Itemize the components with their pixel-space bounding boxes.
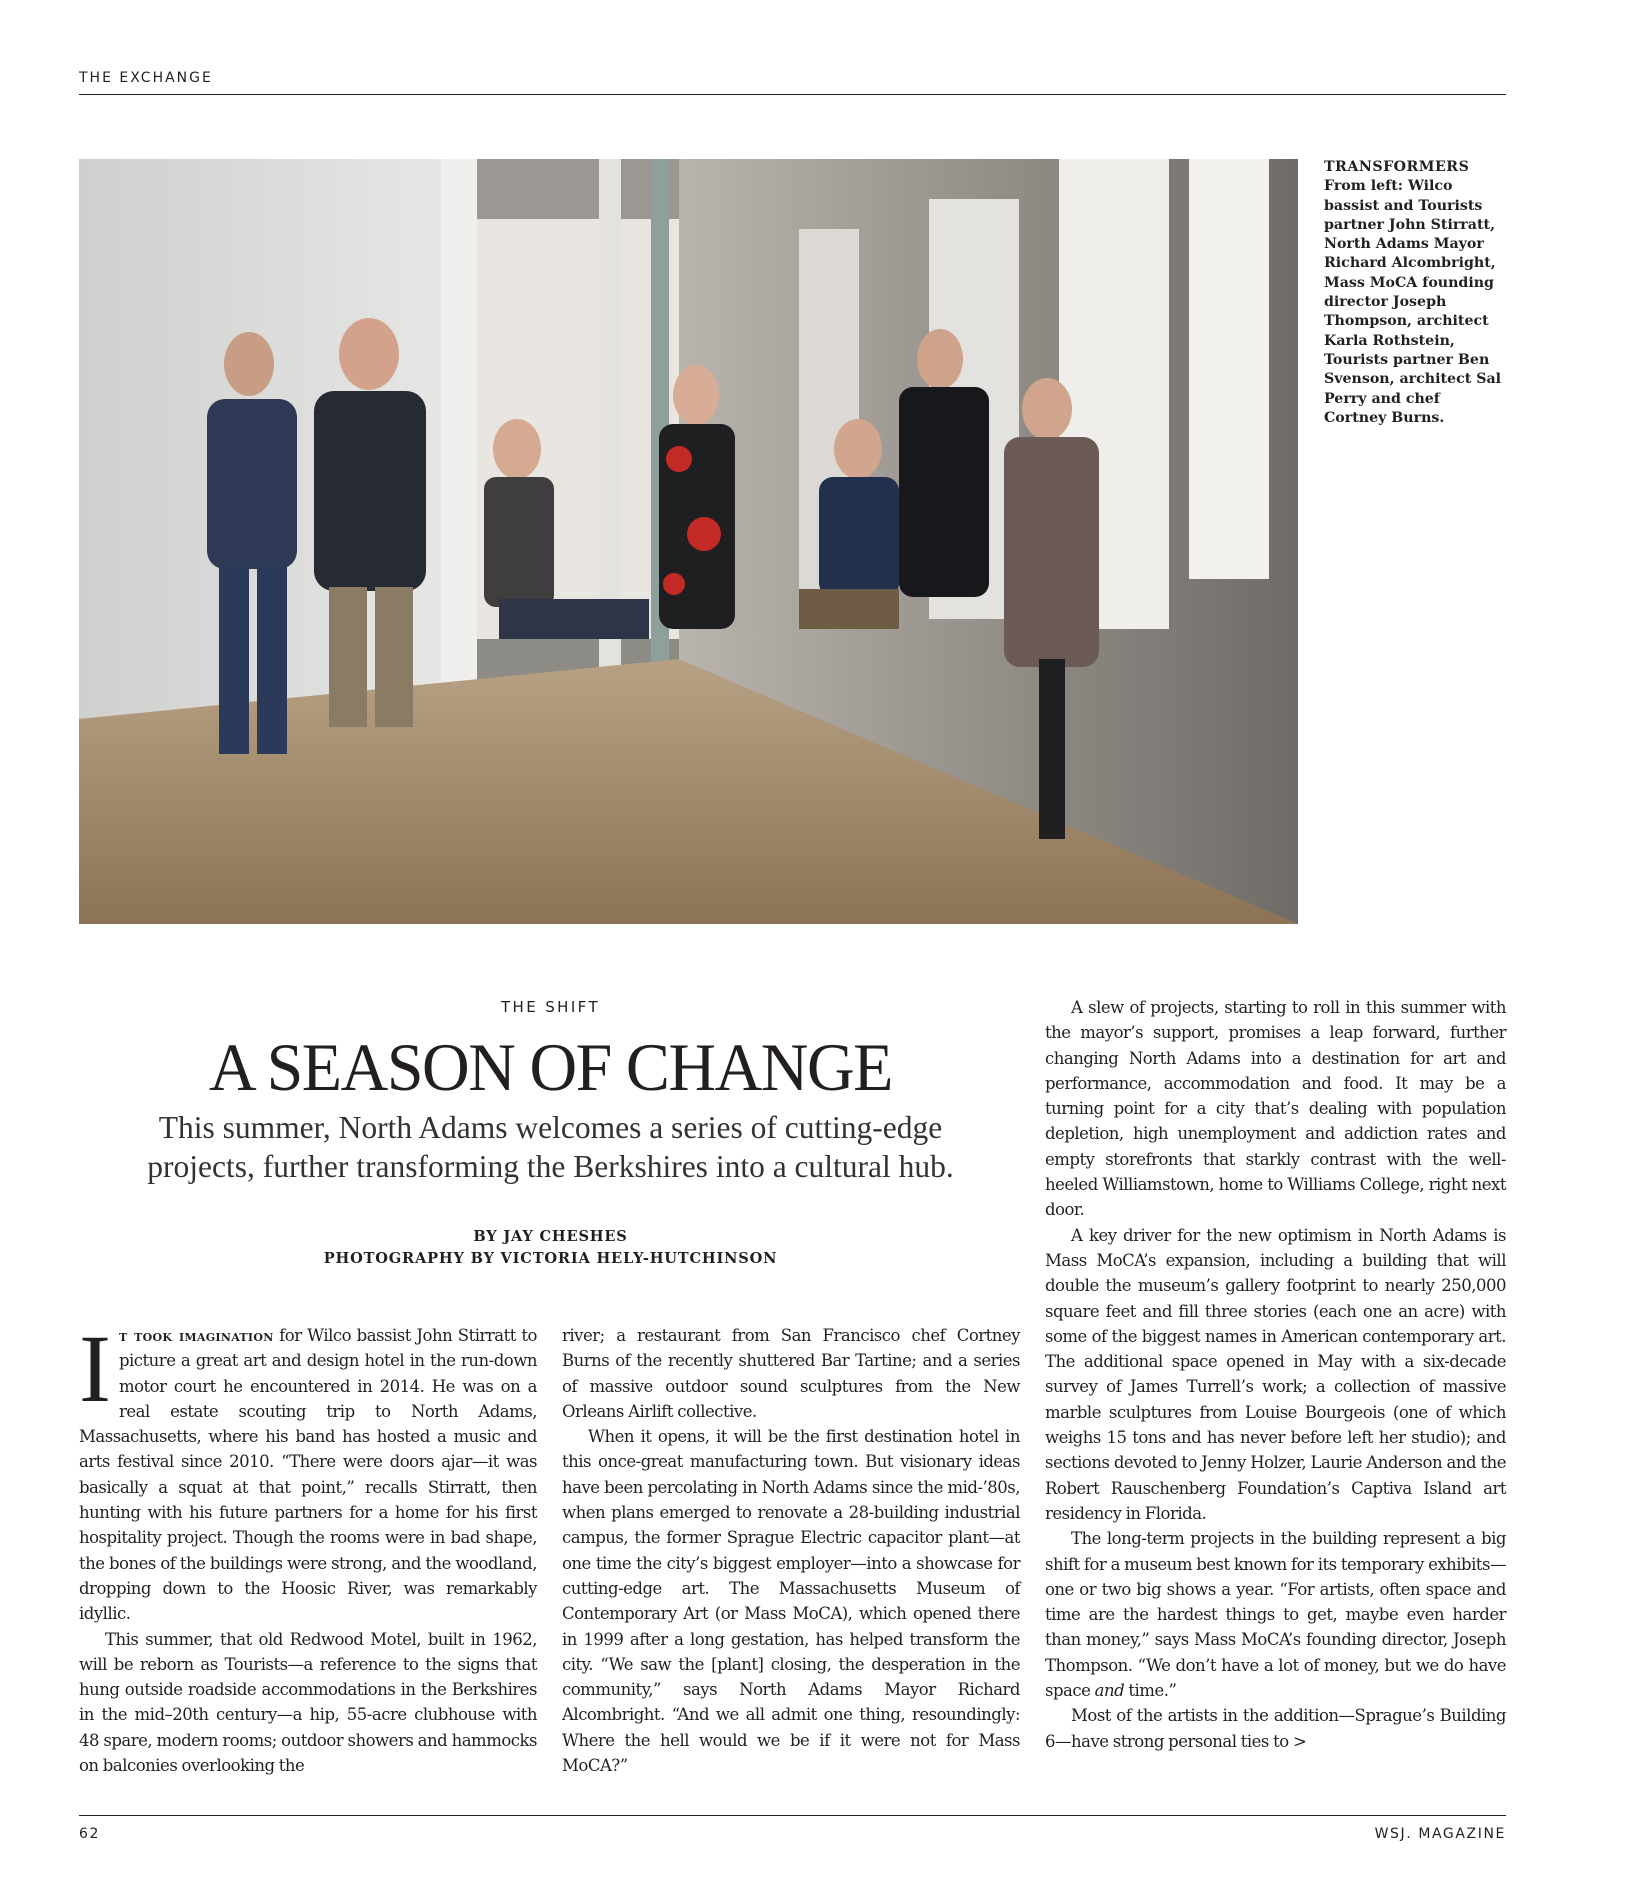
article-paragraph: A slew of projects, starting to roll in this summer with the mayor’s support, promises a leap forward, further changing North Adams into a destination for art and performance, accommodation and food. It may be a turning point for a city that’s dealing with population depletion, high unemployment and addiction rates and empty storefronts that starkly contrast with the well-heeled Williamstown, home to Williams College, right next door. — [1045, 998, 1506, 1220]
group-portrait-photo — [79, 159, 1298, 924]
photo-credit: PHOTOGRAPHY BY VICTORIA HELY-HUTCHINSON — [323, 1250, 778, 1267]
caption-text: From left: Wilco bassist and Tourists partner John Stirratt, North Adams Mayor Richard Alcombright, Mass MoCA founding director Joseph Thompson, architect Karla Rothstein, Tourists partner Ben Svenson, architect Sal Perry and chef Cortney Burns. — [1324, 178, 1502, 426]
publication-name: WSJ. MAGAZINE — [1374, 1826, 1506, 1842]
article-paragraph: A key driver for the new optimism in North Adams is Mass MoCA’s expansion, including a building that will double the museum’s gallery footprint to nearly 250,000 square feet and fill three stories (each one an acre) with some of the biggest names in American contemporary art. The additional space opened in May with a six-decade survey of James Turrell’s work; a collection of massive marble sculptures from Louise Bourgeois (one of which weighs 15 tons and has never before left her studio); and sections devoted to Jenny Holzer, Laurie Anderson and the Robert Rauschenberg Foundation’s Captiva Island art residency in Florida. — [1045, 1225, 1506, 1523]
article-column-3 — [1045, 995, 1506, 1754]
article-byline — [79, 1226, 1022, 1270]
photo-caption — [1324, 158, 1506, 428]
paragraph-text: The long-term projects in the building represent a big shift for a museum best known for its temporary exhibits—one or two big shows a year. “For artists, often space and time are the hardest things to get, maybe even harder than money,” says Mass MoCA’s founding director, Joseph Thompson. “We don’t have a lot of money, but we do have space — [1045, 1529, 1506, 1701]
lead-in: t took imagination — [118, 1326, 274, 1345]
caption-title: TRANSFORMERS — [1324, 159, 1470, 175]
article-headline: A SEASON OF CHANGE — [208, 1029, 892, 1105]
paragraph-text: time.” — [1124, 1681, 1177, 1701]
page-number: 62 — [79, 1826, 101, 1842]
article-dek: This summer, North Adams welcomes a series of cutting-edge projects, further transforming the Berkshires into a cultural hub. — [147, 1110, 954, 1184]
photo-illustration — [79, 159, 1298, 924]
running-header — [79, 66, 1506, 95]
running-footer — [79, 1815, 1506, 1845]
article-paragraph — [79, 1315, 537, 1627]
section-name: THE EXCHANGE — [79, 70, 213, 86]
author-byline: BY JAY CHESHES — [473, 1228, 628, 1245]
article-column-1 — [79, 1315, 537, 1778]
article-paragraph: When it opens, it will be the first destination hotel in this once-great manufacturing town. But visionary ideas have been percolating in North Adams since the mid-’80s, when plans emerged to renovate a 28-building industrial campus, the former Sprague Electric capacitor plant—at one time the city’s biggest employer—into a showcase for cutting-edge art. The Massachusetts Museum of Contemporary Art (or Mass MoCA), which opened there in 1999 after a long gestation, has helped transform the city. “We saw the [plant] closing, the desperation in the community,” says North Adams Mayor Richard Alcombright. “And we all admit one thing, resoundingly: Where the hell would we be if it were not for Mass MoCA?” — [562, 1427, 1020, 1776]
article-paragraph: river; a restaurant from San Francisco chef Cortney Burns of the recently shuttered Bar Tartine; and a series of massive outdoor sound sculptures from the New Orleans Airlift collective. — [562, 1326, 1020, 1421]
article-paragraph: This summer, that old Redwood Motel, built in 1962, will be reborn as Tourists—a reference to the signs that hung outside roadside accommodations in the Berkshires in the mid–20th century—a hip, 55-acre clubhouse with 48 spare, modern rooms; outdoor showers and hammocks on balconies overlooking the — [79, 1629, 537, 1776]
article-paragraph: Most of the artists in the addition—Sprague’s Building 6—have strong personal ties to > — [1045, 1706, 1506, 1751]
article-paragraph — [1045, 1526, 1506, 1703]
article-column-2 — [562, 1323, 1020, 1778]
article-kicker: THE SHIFT — [500, 998, 601, 1016]
drop-cap: I — [79, 1315, 111, 1422]
emphasis-text: and — [1094, 1681, 1125, 1701]
paragraph-text: for Wilco bassist John Stirratt to picture a great art and design hotel in the run-down motor court he encountered in 2014. He was on a real estate scouting trip to North Adams, Massachusetts, where his band has hosted a music and arts festival since 2010. “There were doors ajar—it was basically a squat at that point,” recalls Stirratt, then hunting with his future partners for a home for his first hospitality project. Though the rooms were in bad shape, the bones of the buildings were strong, and the woodland, dropping down to the Hoosic River, was remarkably idyllic. — [79, 1326, 537, 1624]
